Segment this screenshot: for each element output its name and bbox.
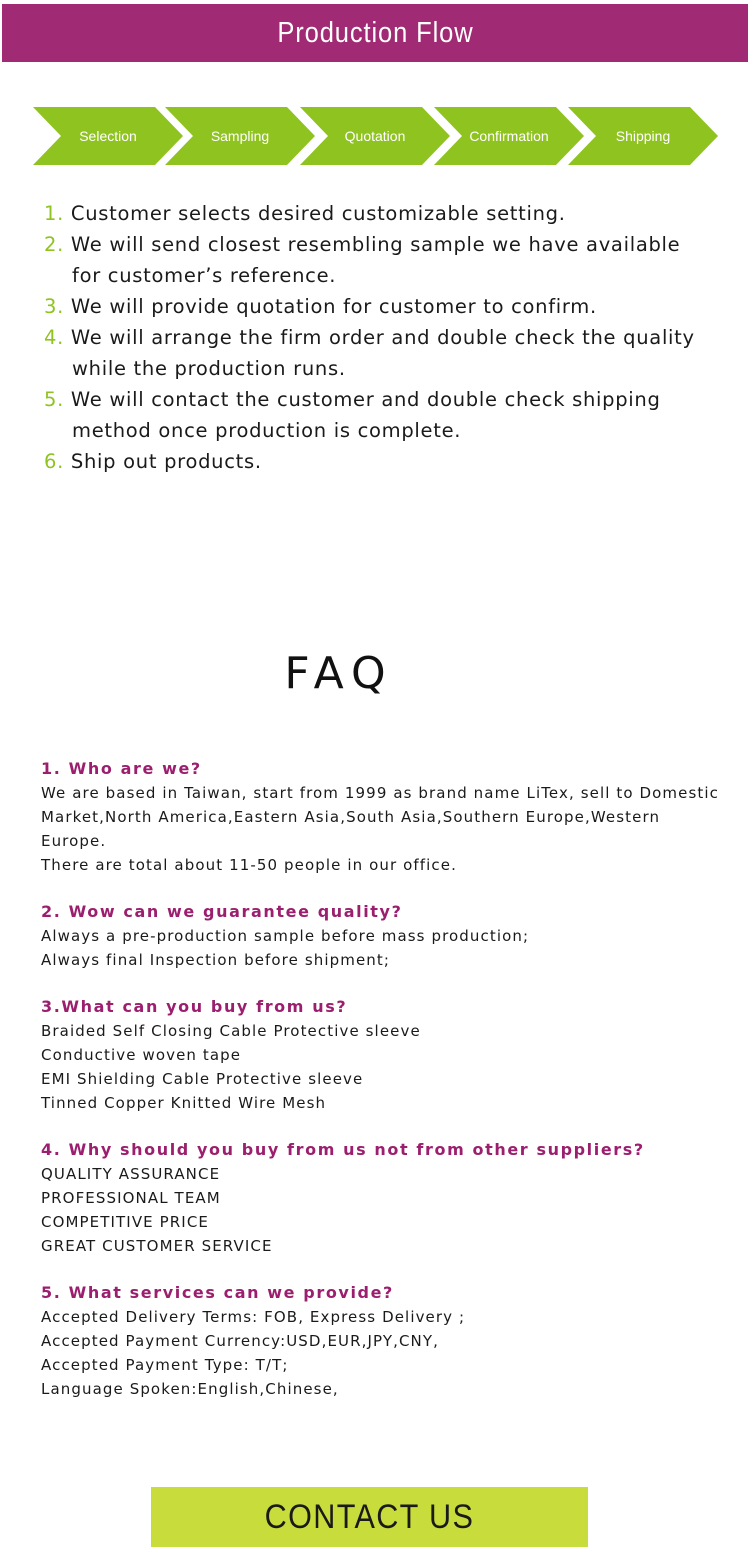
faq-answer-line: EMI Shielding Cable Protective sleeve (41, 1070, 364, 1088)
faq-answer-line: GREAT CUSTOMER SERVICE (41, 1237, 273, 1255)
process-step-number: 3. (44, 295, 65, 318)
contact-us-button[interactable] (151, 1487, 588, 1547)
flow-step-label-1: Selection (79, 128, 137, 144)
faq-item (41, 757, 731, 877)
process-step (44, 446, 734, 477)
faq-answer-line: Market,North America,Eastern Asia,South Asia,Southern Europe,Western Europe. (41, 808, 661, 850)
faq-question: 1. Who are we? (41, 759, 202, 778)
process-step-text: We will provide quotation for customer to confirm. (70, 295, 597, 318)
faq-list (41, 757, 731, 1424)
faq-answer-line: Conductive woven tape (41, 1046, 242, 1064)
faq-question: 3.What can you buy from us? (41, 997, 348, 1016)
process-step (44, 229, 734, 291)
flow-step-label-4: Confirmation (469, 128, 549, 144)
process-step-text: method once production is complete. (72, 419, 462, 442)
faq-answer-line: Braided Self Closing Cable Protective sleeve (41, 1022, 421, 1040)
faq-answer-line: Language Spoken:English,Chinese, (41, 1380, 339, 1398)
contact-us-label: CONTACT US (264, 1497, 475, 1536)
faq-answer-line: Accepted Payment Type: T/T; (41, 1356, 289, 1374)
process-step-text: Customer selects desired customizable setting. (70, 202, 566, 225)
faq-item (41, 1281, 731, 1401)
process-steps-list (44, 198, 734, 477)
banner-title: Production Flow (276, 16, 474, 49)
process-step-number: 5. (44, 388, 65, 411)
faq-answer-line: Tinned Copper Knitted Wire Mesh (41, 1094, 327, 1112)
production-flow-steps (0, 106, 750, 166)
process-step-text: We will contact the customer and double check shipping (70, 388, 661, 411)
faq-question: 2. Wow can we guarantee quality? (41, 902, 403, 921)
faq-answer-line: Accepted Payment Currency:USD,EUR,JPY,CNY, (41, 1332, 439, 1350)
flow-step-label-3: Quotation (344, 128, 406, 144)
production-flow-banner (2, 4, 748, 62)
faq-answer-line: Always final Inspection before shipment; (41, 951, 391, 969)
faq-question: 5. What services can we provide? (41, 1283, 394, 1302)
process-step-text: while the production runs. (72, 357, 346, 380)
process-step-number: 4. (44, 326, 65, 349)
faq-answer-line: We are based in Taiwan, start from 1999 as brand name LiTex, sell to Domestic (41, 784, 719, 802)
faq-answer-line: Accepted Delivery Terms: FOB, Express Delivery ; (41, 1308, 466, 1326)
faq-answer-line: There are total about 11-50 people in our office. (41, 856, 457, 874)
process-step-text: We will arrange the firm order and double check the quality (70, 326, 695, 349)
process-step (44, 198, 734, 229)
faq-item (41, 995, 731, 1115)
faq-question: 4. Why should you buy from us not from other suppliers? (41, 1140, 645, 1159)
process-step-number: 2. (44, 233, 65, 256)
faq-answer-line: PROFESSIONAL TEAM (41, 1189, 221, 1207)
process-step (44, 384, 734, 446)
flow-step-label-2: Sampling (210, 128, 270, 144)
faq-item (41, 900, 731, 972)
process-step-text: We will send closest resembling sample we have available (70, 233, 681, 256)
faq-answer-line: COMPETITIVE PRICE (41, 1213, 209, 1231)
flow-step-label-5: Shipping (615, 128, 671, 144)
process-step-number: 6. (44, 450, 65, 473)
process-step-text: Ship out products. (70, 450, 262, 473)
faq-heading: FAQ (284, 648, 394, 699)
faq-item (41, 1138, 731, 1258)
process-step (44, 322, 734, 384)
process-step-text: for customer’s reference. (72, 264, 337, 287)
faq-answer-line: Always a pre-production sample before mass production; (41, 927, 530, 945)
faq-answer-line: QUALITY ASSURANCE (41, 1165, 221, 1183)
process-step-number: 1. (44, 202, 65, 225)
process-step (44, 291, 734, 322)
